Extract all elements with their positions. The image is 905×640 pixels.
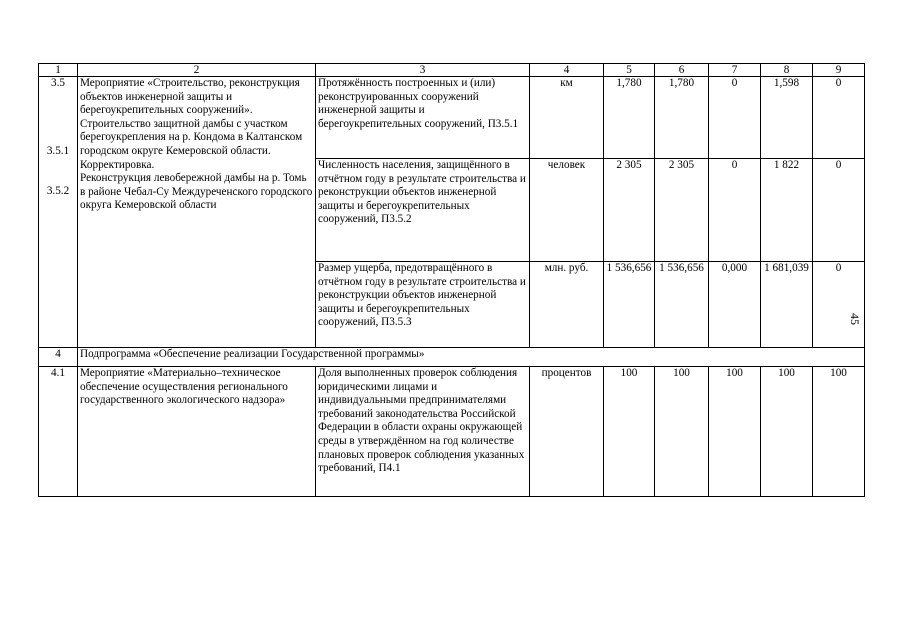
unit-cell: процентов xyxy=(530,367,604,497)
value-cell: 0 xyxy=(813,262,865,348)
unit-cell: км xyxy=(530,77,604,159)
unit-cell: человек xyxy=(530,159,604,262)
table-row xyxy=(39,367,865,497)
item-number: 4 xyxy=(39,348,78,367)
item-number: 4.1 xyxy=(39,367,78,497)
item-numbers-cell xyxy=(39,77,78,348)
value-cell: 100 xyxy=(709,367,761,497)
value-cell: 1,780 xyxy=(604,77,655,159)
value-cell: 1,780 xyxy=(655,77,709,159)
column-number-row xyxy=(39,64,865,77)
column-header: 3 xyxy=(316,64,530,77)
value-cell: 2 305 xyxy=(604,159,655,262)
column-header: 8 xyxy=(761,64,813,77)
unit-cell: млн. руб. xyxy=(530,262,604,348)
measure-text: Мероприятие «Строительство, реконструкция объектов инженерной защиты и берегоукрепительных сооружений». xyxy=(80,77,300,117)
measure-text: Строительство защитной дамбы с участком берегоукрепления на р. Кондома в Калтанском городском округе Кемеровской области. Корректировка. xyxy=(80,117,303,171)
value-cell: 100 xyxy=(813,367,865,497)
value-cell: 100 xyxy=(604,367,655,497)
indicator-cell: Протяжённость построенных и (или) реконструированных сооружений инженерной защиты и берегоукрепительных сооружений, П3.5.1 xyxy=(316,77,530,159)
value-cell: 0 xyxy=(813,77,865,159)
value-cell: 100 xyxy=(655,367,709,497)
value-cell: 0 xyxy=(813,159,865,262)
value-cell: 1 536,656 xyxy=(604,262,655,348)
subprogram-row xyxy=(39,348,865,367)
item-number: 3.5.2 xyxy=(46,185,70,198)
value-cell: 1,598 xyxy=(761,77,813,159)
value-cell: 0,000 xyxy=(709,262,761,348)
value-cell: 1 536,656 xyxy=(655,262,709,348)
item-number: 3.5.1 xyxy=(46,144,70,157)
column-header: 4 xyxy=(530,64,604,77)
subprogram-title: Подпрограмма «Обеспечение реализации Государственной программы» xyxy=(78,348,865,367)
table-row xyxy=(39,77,865,159)
indicator-cell: Размер ущерба, предотвращённого в отчётном году в результате строительства и реконструкции объектов инженерной защиты и берегоукрепительных сооружений, П3.5.3 xyxy=(316,262,530,348)
column-header: 7 xyxy=(709,64,761,77)
value-cell: 1 681,039 xyxy=(761,262,813,348)
program-indicators-table xyxy=(38,63,865,497)
column-header: 5 xyxy=(604,64,655,77)
measure-cell xyxy=(78,77,316,348)
column-header: 6 xyxy=(655,64,709,77)
value-cell: 1 822 xyxy=(761,159,813,262)
value-cell: 0 xyxy=(709,77,761,159)
measure-cell: Мероприятие «Материально–техническое обеспечение осуществления регионального государственного экологического надзора» xyxy=(78,367,316,497)
item-number: 3.5 xyxy=(51,77,65,89)
column-header: 9 xyxy=(813,64,865,77)
value-cell: 100 xyxy=(761,367,813,497)
indicator-cell: Численность населения, защищённого в отчётном году в результате строительства и реконструкции объектов инженерной защиты и берегоукрепительных сооружений, П3.5.2 xyxy=(316,159,530,262)
indicator-cell: Доля выполненных проверок соблюдения юридическими лицами и индивидуальными предпринимателями требований законодательства Российской Федерации в области охраны окружающей среды в утверждённом на год количестве плановых проверок соблюдения указанных требований, П4.1 xyxy=(316,367,530,497)
column-header: 2 xyxy=(78,64,316,77)
column-header: 1 xyxy=(39,64,78,77)
value-cell: 0 xyxy=(709,159,761,262)
measure-text: Реконструкция левобережной дамбы на р. Томь в районе Чебал-Су Междуреченского городского округа Кемеровской области xyxy=(80,172,313,212)
value-cell: 2 305 xyxy=(655,159,709,262)
page-number: 45 xyxy=(848,313,862,325)
